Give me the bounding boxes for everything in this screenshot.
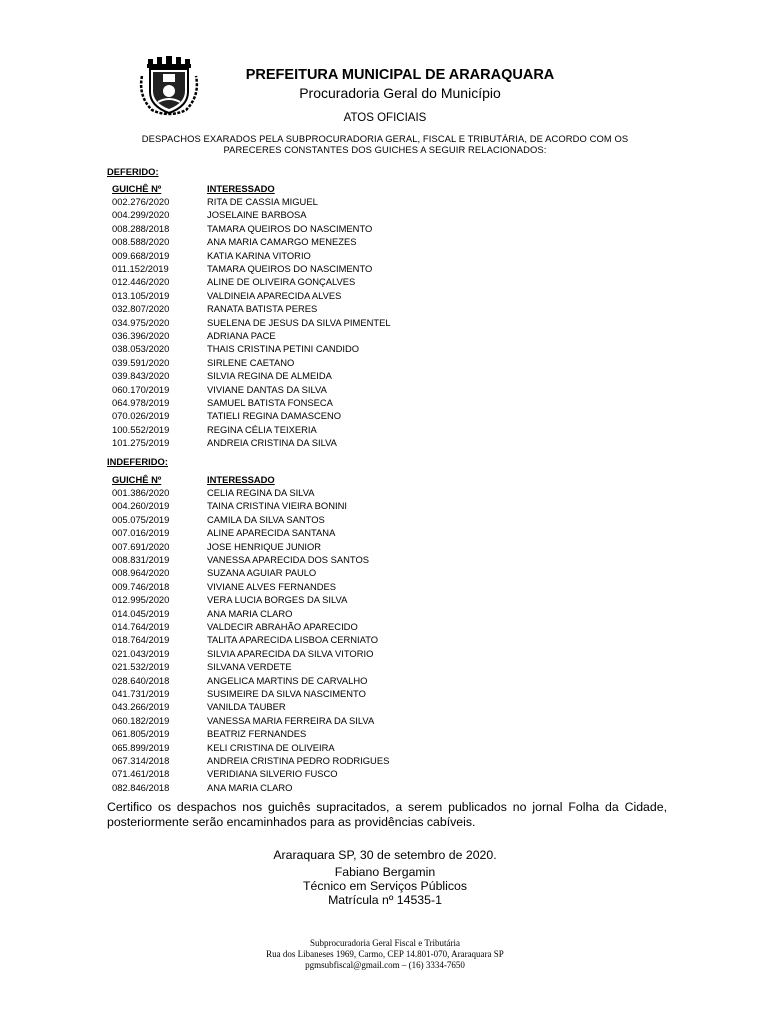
guiche-number: 008.831/2019	[112, 554, 170, 565]
column-header-interessado: INTERESSADO	[207, 474, 275, 485]
section-heading: ATOS OFICIAIS	[343, 112, 427, 124]
guiche-number: 012.995/2020	[112, 594, 170, 606]
signer-name: Fabiano Bergamin	[334, 865, 436, 879]
signer-role: Técnico em Serviços Públicos	[302, 879, 468, 893]
table-row	[0, 675, 770, 688]
guiche-number: 065.899/2019	[112, 741, 170, 753]
table-row	[0, 742, 770, 755]
table-row	[0, 384, 770, 397]
table-row	[0, 209, 770, 222]
guiche-number: 041.731/2019	[112, 688, 170, 699]
guiche-number: 038.053/2020	[112, 343, 170, 355]
page-subtitle: Procuradoria Geral do Município	[299, 85, 501, 101]
interessado-name: ALINE APARECIDA SANTANA	[207, 527, 336, 539]
table-row	[0, 357, 770, 370]
interessado-name: ANGELICA MARTINS DE CARVALHO	[207, 674, 368, 686]
table-row	[0, 223, 770, 236]
interessado-name: VALDINEIA APARECIDA ALVES	[207, 289, 342, 301]
guiche-number: 061.805/2019	[112, 728, 170, 740]
guiche-number: 021.532/2019	[112, 661, 170, 673]
signer-registration: Matrícula nº 14535-1	[328, 893, 442, 907]
guiche-number: 004.260/2019	[112, 500, 170, 512]
table-row	[0, 567, 770, 580]
table-row	[0, 500, 770, 513]
despachos-intro: DESPACHOS EXARADOS PELA SUBPROCURADORIA GERAL, FISCAL E TRIBUTÁRIA, DE ACORDO COM OS PARECERES CONSTANTES DOS GUICHES A SEGUIR RELACIONADOS:	[141, 133, 629, 155]
guiche-number: 036.396/2020	[112, 330, 170, 341]
interessado-name: JOSELAINE BARBOSA	[207, 209, 307, 221]
footer-email: pgmsubfiscal@gmail.com – (16) 3334-7650	[305, 960, 465, 970]
guiche-number: 009.746/2018	[112, 580, 170, 592]
table-row	[0, 594, 770, 607]
guiche-number: 013.105/2019	[112, 289, 170, 301]
indeferido-label: INDEFERIDO:	[107, 456, 168, 467]
interessado-name: ALINE DE OLIVEIRA GONÇALVES	[207, 276, 356, 288]
table-row	[0, 554, 770, 567]
guiche-number: 064.978/2019	[112, 397, 170, 408]
table-row	[0, 581, 770, 594]
guiche-number: 034.975/2020	[112, 316, 170, 328]
interessado-name: RANATA BATISTA PERES	[207, 303, 318, 315]
footer-line: Rua dos Libaneses 1969, Carmo, CEP 14.801-070, Araraquara SP	[266, 949, 504, 959]
interessado-name: CELIA REGINA DA SILVA	[207, 487, 315, 498]
table-row	[0, 514, 770, 527]
table-row	[0, 728, 770, 741]
guiche-number: 071.461/2018	[112, 768, 170, 780]
guiche-number: 021.043/2019	[112, 647, 170, 659]
guiche-number: 028.640/2018	[112, 674, 170, 686]
interessado-name: JOSE HENRIQUE JUNIOR	[207, 540, 322, 552]
table-row	[0, 263, 770, 276]
table-row	[0, 715, 770, 728]
table-row	[0, 276, 770, 289]
table-row	[0, 701, 770, 714]
interessado-name: ADRIANA PACE	[207, 330, 276, 341]
interessado-name: RITA DE CASSIA MIGUEL	[207, 196, 318, 207]
table-row	[0, 648, 770, 661]
guiche-number: 070.026/2019	[112, 410, 170, 422]
interessado-name: VANILDA TAUBER	[207, 701, 286, 713]
interessado-name: SUSIMEIRE DA SILVA NASCIMENTO	[207, 688, 366, 699]
table-row	[0, 424, 770, 437]
interessado-name: SUZANA AGUIAR PAULO	[207, 567, 317, 579]
table-row	[0, 768, 770, 781]
certification-text: Certifico os despachos nos guichês supracitados, a serem publicados no jornal Folha da Cidade, posteriormente serão encaminhados para as providências cabíveis.	[107, 800, 667, 829]
table-row	[0, 343, 770, 356]
table-row	[0, 236, 770, 249]
table-row	[0, 410, 770, 423]
interessado-name: VERIDIANA SILVERIO FUSCO	[207, 768, 338, 780]
interessado-name: ANA MARIA CAMARGO MENEZES	[207, 236, 357, 248]
table-row	[0, 250, 770, 263]
interessado-name: KELI CRISTINA DE OLIVEIRA	[207, 741, 335, 753]
guiche-number: 008.588/2020	[112, 236, 170, 248]
interessado-name: CAMILA DA SILVA SANTOS	[207, 513, 325, 525]
interessado-name: TATIELI REGINA DAMASCENO	[207, 410, 342, 422]
table-row	[0, 755, 770, 768]
column-header-guiche: GUICHÊ Nº	[112, 183, 162, 194]
interessado-name: VIVIANE ALVES FERNANDES	[207, 580, 337, 592]
interessado-name: REGINA CÉLIA TEIXERIA	[207, 423, 317, 435]
interessado-name: VERA LUCIA BORGES DA SILVA	[207, 594, 348, 606]
footer-line: Subprocuradoria Geral Fiscal e Tributária	[310, 938, 460, 948]
guiche-number: 011.152/2019	[112, 263, 169, 274]
interessado-name: SILVIA APARECIDA DA SILVA VITORIO	[207, 647, 374, 659]
guiche-number: 009.668/2019	[112, 249, 170, 261]
interessado-name: ANDREIA CRISTINA PEDRO RODRIGUES	[207, 755, 390, 766]
guiche-number: 082.846/2018	[112, 781, 170, 793]
table-row	[0, 621, 770, 634]
interessado-name: TAMARA QUEIROS DO NASCIMENTO	[207, 263, 373, 274]
interessado-name: SUELENA DE JESUS DA SILVA PIMENTEL	[207, 316, 391, 328]
guiche-number: 008.964/2020	[112, 567, 170, 579]
guiche-number: 043.266/2019	[112, 701, 170, 713]
table-row	[0, 370, 770, 383]
column-header-guiche: GUICHÊ Nº	[112, 474, 162, 485]
table-row	[0, 303, 770, 316]
guiche-number: 067.314/2018	[112, 755, 170, 766]
place-date: Araraquara SP, 30 de setembro de 2020.	[273, 848, 497, 862]
guiche-number: 032.807/2020	[112, 303, 170, 315]
guiche-number: 039.591/2020	[112, 356, 170, 368]
table-row	[0, 397, 770, 410]
table-row	[0, 527, 770, 540]
interessado-name: VANESSA APARECIDA DOS SANTOS	[207, 554, 370, 565]
column-header-interessado: INTERESSADO	[207, 183, 275, 194]
table-row	[0, 487, 770, 500]
guiche-number: 001.386/2020	[112, 487, 170, 498]
interessado-name: TALITA APARECIDA LISBOA CERNIATO	[207, 634, 379, 646]
interessado-name: SAMUEL BATISTA FONSECA	[207, 397, 333, 408]
interessado-name: VALDECIR ABRAHÃO APARECIDO	[207, 621, 358, 632]
table-row	[0, 634, 770, 647]
guiche-number: 018.764/2019	[112, 634, 170, 646]
table-row	[0, 688, 770, 701]
guiche-number: 014.045/2019	[112, 607, 170, 619]
deferido-label: DEFERIDO:	[107, 166, 159, 177]
table-row	[0, 437, 770, 450]
interessado-name: ANA MARIA CLARO	[207, 607, 293, 619]
table-row	[0, 661, 770, 674]
table-row	[0, 608, 770, 621]
interessado-name: SIRLENE CAETANO	[207, 356, 295, 368]
guiche-number: 004.299/2020	[112, 209, 170, 221]
table-row	[0, 782, 770, 795]
guiche-number: 002.276/2020	[112, 196, 170, 207]
interessado-name: TAMARA QUEIROS DO NASCIMENTO	[207, 222, 373, 234]
guiche-number: 039.843/2020	[112, 370, 170, 382]
guiche-number: 060.182/2019	[112, 714, 170, 726]
guiche-number: 100.552/2019	[112, 423, 170, 435]
guiche-number: 005.075/2019	[112, 513, 170, 525]
interessado-name: VANESSA MARIA FERREIRA DA SILVA	[207, 714, 375, 726]
guiche-number: 014.764/2019	[112, 621, 170, 632]
table-row	[0, 290, 770, 303]
interessado-name: SILVANA VERDETE	[207, 661, 292, 673]
table-row	[0, 196, 770, 209]
guiche-number: 007.691/2020	[112, 540, 170, 552]
guiche-number: 008.288/2018	[112, 222, 170, 234]
interessado-name: KATIA KARINA VITORIO	[207, 249, 311, 261]
guiche-number: 060.170/2019	[112, 383, 170, 395]
interessado-name: SILVIA REGINA DE ALMEIDA	[207, 370, 332, 382]
guiche-number: 101.275/2019	[112, 437, 170, 449]
interessado-name: VIVIANE DANTAS DA SILVA	[207, 383, 327, 395]
interessado-name: ANDREIA CRISTINA DA SILVA	[207, 437, 337, 449]
interessado-name: THAIS CRISTINA PETINI CANDIDO	[207, 343, 360, 355]
guiche-number: 012.446/2020	[112, 276, 170, 288]
interessado-name: BEATRIZ FERNANDES	[207, 728, 307, 740]
interessado-name: ANA MARIA CLARO	[207, 781, 293, 793]
table-row	[0, 317, 770, 330]
interessado-name: TAINA CRISTINA VIEIRA BONINI	[207, 500, 347, 512]
page-title: PREFEITURA MUNICIPAL DE ARARAQUARA	[245, 67, 555, 83]
table-row	[0, 330, 770, 343]
table-row	[0, 541, 770, 554]
guiche-number: 007.016/2019	[112, 527, 170, 539]
